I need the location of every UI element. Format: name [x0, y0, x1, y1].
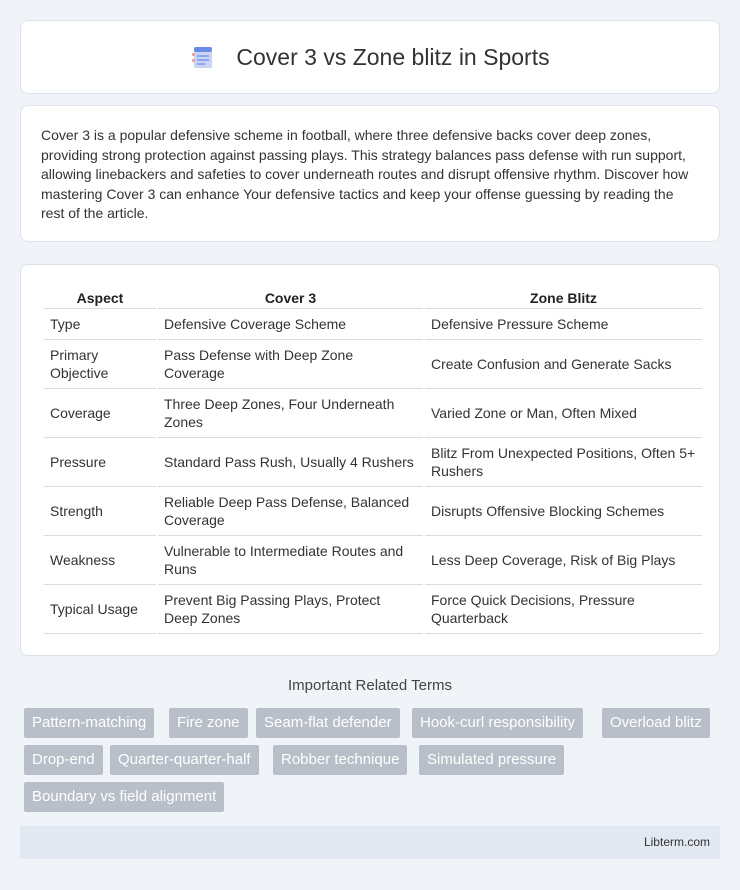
intro-text: Cover 3 is a popular defensive scheme in football, where three defensive backs cover deep zones, providing strong protection against passing plays. This strategy balances pass defense with run support, allowing linebackers and safeties to cover underneath routes and disrupt offensive rhythm. Discover how mastering Cover 3 can enhance Your defensive tactics and keep your offense guessing by reading the rest of the article. — [41, 127, 689, 221]
related-term-tag[interactable]: Drop-end — [24, 745, 103, 775]
table-cell: Weakness — [44, 536, 156, 585]
table-cell: Reliable Deep Pass Defense, Balanced Coverage — [158, 487, 423, 536]
comparison-table — [42, 287, 704, 634]
intro-card — [20, 105, 720, 242]
table-row — [44, 585, 702, 634]
related-term-tag[interactable]: Overload blitz — [602, 708, 710, 738]
column-header: Zone Blitz — [425, 287, 702, 309]
column-header: Cover 3 — [158, 287, 423, 309]
related-term-tag[interactable]: Pattern-matching — [24, 708, 154, 738]
table-cell: Prevent Big Passing Plays, Protect Deep Zones — [158, 585, 423, 634]
table-row — [44, 389, 702, 438]
table-header-row — [44, 287, 702, 309]
table-cell: Typical Usage — [44, 585, 156, 634]
column-header: Aspect — [44, 287, 156, 309]
table-row — [44, 487, 702, 536]
related-term-tag[interactable]: Fire zone — [169, 708, 248, 738]
table-cell: Coverage — [44, 389, 156, 438]
table-cell: Blitz From Unexpected Positions, Often 5+ Rushers — [425, 438, 702, 487]
table-cell: Primary Objective — [44, 340, 156, 389]
table-cell: Defensive Coverage Scheme — [158, 309, 423, 340]
table-cell: Create Confusion and Generate Sacks — [425, 340, 702, 389]
table-cell: Three Deep Zones, Four Underneath Zones — [158, 389, 423, 438]
page-title: Cover 3 vs Zone blitz in Sports — [236, 43, 550, 70]
table-cell: Pressure — [44, 438, 156, 487]
table-cell: Force Quick Decisions, Pressure Quarterback — [425, 585, 702, 634]
table-cell: Varied Zone or Man, Often Mixed — [425, 389, 702, 438]
table-row — [44, 309, 702, 340]
header-card — [20, 20, 720, 94]
related-term-tag[interactable]: Boundary vs field alignment — [24, 782, 224, 812]
table-cell: Disrupts Offensive Blocking Schemes — [425, 487, 702, 536]
table-cell: Less Deep Coverage, Risk of Big Plays — [425, 536, 702, 585]
table-cell: Strength — [44, 487, 156, 536]
table-cell: Standard Pass Rush, Usually 4 Rushers — [158, 438, 423, 487]
related-term-tag[interactable]: Seam-flat defender — [256, 708, 400, 738]
table-row — [44, 438, 702, 487]
related-term-tag[interactable]: Quarter-quarter-half — [110, 745, 259, 775]
footer — [20, 826, 720, 859]
table-row — [44, 340, 702, 389]
table-cell: Pass Defense with Deep Zone Coverage — [158, 340, 423, 389]
related-term-tag[interactable]: Robber technique — [273, 745, 407, 775]
comparison-table-card — [20, 264, 720, 656]
footer-site-link[interactable]: Libterm.com — [643, 835, 710, 849]
related-term-tag[interactable]: Simulated pressure — [419, 745, 564, 775]
document-icon — [190, 44, 216, 70]
table-cell: Vulnerable to Intermediate Routes and Runs — [158, 536, 423, 585]
related-terms-title: Important Related Terms — [288, 677, 452, 694]
table-cell: Defensive Pressure Scheme — [425, 309, 702, 340]
table-cell: Type — [44, 309, 156, 340]
related-term-tag[interactable]: Hook-curl responsibility — [412, 708, 583, 738]
table-row — [44, 536, 702, 585]
